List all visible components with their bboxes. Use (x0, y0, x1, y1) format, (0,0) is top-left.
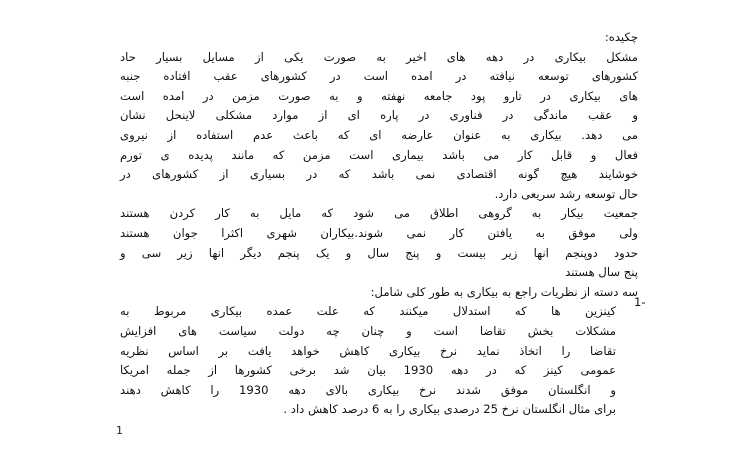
paragraph-1-line: مشکل بیکاری در دهه های اخیر به صورت یکی از مسایل بسیار حاد (120, 49, 638, 64)
paragraph-2-line: ولی موفق به یافتن کار نمی شوند.بیکاران شهری اکثرا جوان هستند (120, 225, 638, 240)
page-number: 1 (116, 424, 123, 437)
paragraph-1-line: های بیکاری در تارو پود جامعه نهفته و به صورت مزمن در امده است (120, 88, 638, 103)
paragraph-1-line: و عقب ماندگی در فناوری در پاره ای از موارد مشکلی لاینحل نشان (120, 108, 638, 123)
paragraph-1-line: کشورهای توسعه نیافته در امده است در کشورهای عقب افتاده جنبه (120, 69, 638, 84)
list-item-line: کینزین ها که استدلال میکنند که علت عمده بیکاری مربوط به (120, 304, 616, 319)
paragraph-1-line: فعال و قابل کار می باشد بیماری است مزمن که مانند پدیده ی تورم (120, 147, 638, 162)
list-item-body (120, 302, 638, 420)
paragraph-2-line: پنج سال هستند (565, 265, 638, 280)
paragraph-2 (120, 204, 638, 282)
theories-intro: سه دسته از نظریات راجع به بیکاری به طور کلی شامل: (370, 284, 638, 299)
list-item-line: مشکلات بخش تقاضا است و چنان چه دولت سیاست های افزایش (120, 323, 616, 338)
paragraph-1-line: می دهد. بیکاری به عنوان عارضه ای که باعث عدم استفاده از نیروی (120, 127, 638, 142)
abstract-label: چکیده: (604, 30, 638, 44)
list-number: 1- (634, 295, 646, 309)
paragraph-2-line: جمعیت بیکار به گروهی اطلاق می شود که مایل به کار کردن هستند (120, 206, 638, 221)
list-item-line: و انگلستان موفق شدند نرخ بیکاری بالای دهه 1930 را کاهش دهند (120, 382, 617, 397)
document-body (120, 28, 638, 420)
paragraph-2-line: حدود دوپنجم انها زیر بیست و پنج سال و یک پنجم دیگر انها زیر سی و (120, 245, 638, 260)
paragraph-1 (120, 48, 638, 205)
paragraph-1-line: حال توسعه رشد سریعی دارد. (494, 186, 638, 201)
list-item-line: عمومی کینز که در دهه 1930 بیان شد برخی کشورها از جمله امریکا (120, 363, 616, 378)
list-item-line: برای مثال انگلستان نرخ 25 درصدی بیکاری را به 6 درصد کاهش داد . (283, 402, 616, 417)
list-item-keynesian (120, 302, 638, 420)
list-item-line: تقاضا را اتخاذ نماید نرخ بیکاری کاهش خواهد یافت بر اساس نظریه (120, 343, 616, 358)
paragraph-1-line: خوشایند هیچ گونه اقتصادی نمی باشد که در بسیاری از کشورهای در (120, 167, 638, 182)
